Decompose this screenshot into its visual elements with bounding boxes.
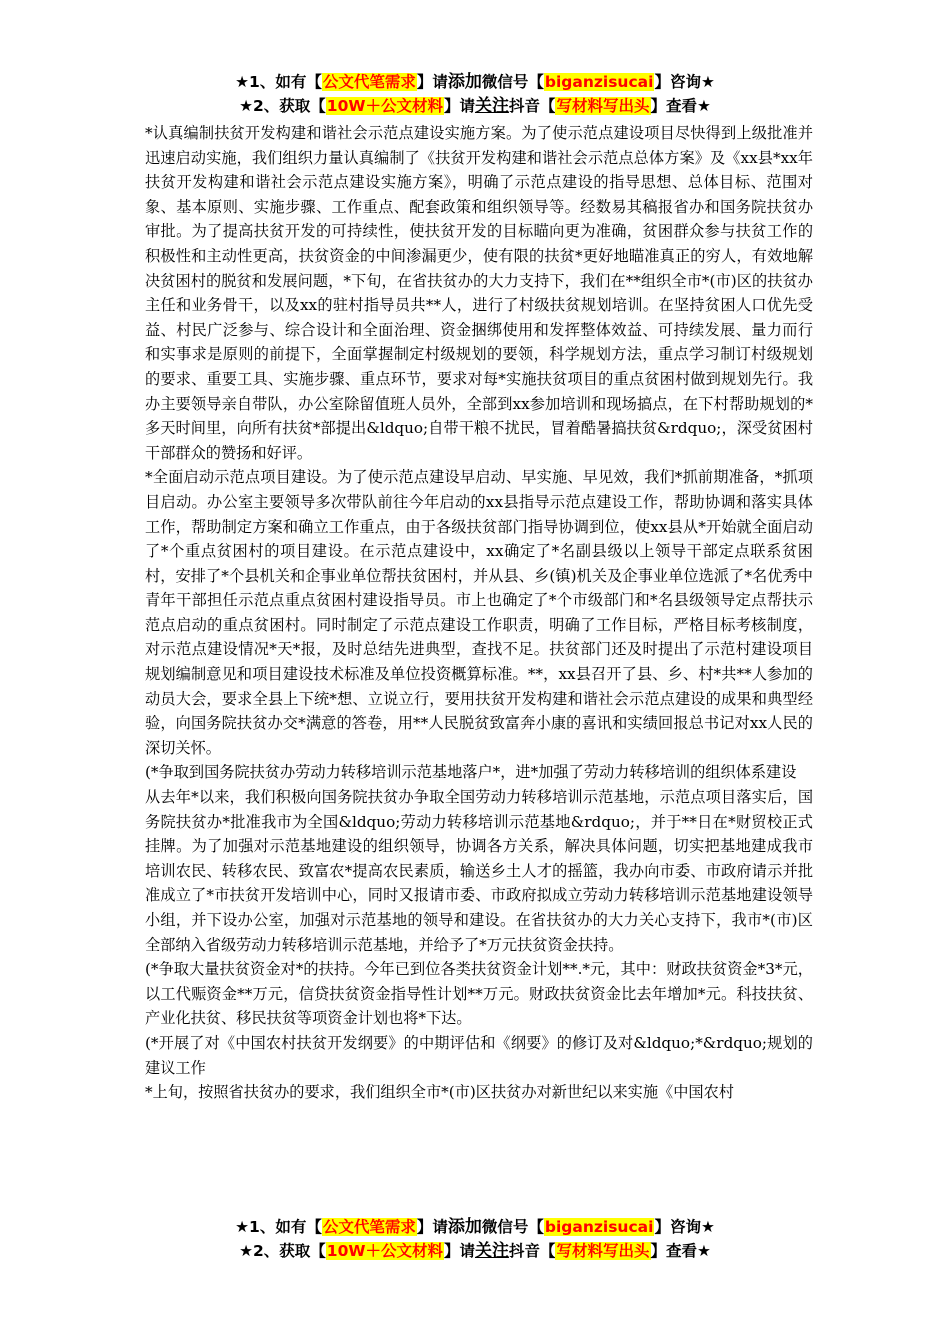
paragraph: (*开展了对《中国农村扶贫开发纲要》的中期评估和《纲要》的修订及对&ldquo;*&rdquo;规划的建议工作 xyxy=(145,1033,813,1077)
promo-line-2: ★2、获取【10W＋公文材料】请关注抖音【写材料写出头】查看★ xyxy=(239,1241,711,1261)
promo-line-1: ★1、如有【公文代笔需求】请添加微信号【biganzisucai】咨询★ xyxy=(235,72,715,92)
promo-banner-bottom xyxy=(0,1215,950,1263)
paragraph: *上旬，按照省扶贫办的要求，我们组织全市*(市)区扶贫办对新世纪以来实施《中国农村 xyxy=(145,1083,734,1102)
promo-highlight: 10W＋公文材料 xyxy=(326,97,443,115)
paragraph: 从去年*以来，我们积极向国务院扶贫办争取全国劳动力转移培训示范基地，示范点项目落实后，国务院扶贫办*批准我市为全国&ldquo;劳动力转移培训示范基地&rdquo;，并于**日在*财贸校正式挂牌。为了加强对示范基地建设的组织领导，协调各方关系，解决具体问题，切实把基地建成我市培训农民、转移农民、致富农*提高农民素质，输送乡土人才的摇篮，我办向市委、市政府请示并批准成立了*市扶贫开发培训中心，同时又报请市委、市政府拟成立劳动力转移培训示范基地建设领导小组，并下设办公室，加强对示范基地的领导和建设。在省扶贫办的大力关心支持下，我市*(市)区全部纳入省级劳动力转移培训示范基地，并给予了*万元扶贫资金扶持。 xyxy=(145,788,813,954)
promo-highlight: 10W＋公文材料 xyxy=(326,1242,443,1260)
paragraph: (*争取大量扶贫资金对*的扶持。今年已到位各类扶贫资金计划**.*元，其中：财政扶贫资金*3*元，以工代赈资金**万元，信贷扶贫资金指导性计划**万元。财政扶贫资金比去年增加*元。科技扶贫、产业化扶贫、移民扶贫等项资金计划也将*下达。 xyxy=(145,960,813,1028)
paragraph: (*争取到国务院扶贫办劳动力转移培训示范基地落户*，进*加强了劳动力转移培训的组织体系建设 xyxy=(145,763,797,782)
paragraph: *认真编制扶贫开发构建和谐社会示范点建设实施方案。为了使示范点建设项目尽快得到上级批准并迅速启动实施，我们组织力量认真编制了《扶贫开发构建和谐社会示范点总体方案》及《xx县*xx年扶贫开发构建和谐社会示范点建设实施方案》，明确了示范点建设的指导思想、总体目标、范围对象、基本原则、实施步骤、工作重点、配套政策和组织领导等。经数易其稿报省办和国务院扶贫办审批。为了提高扶贫开发的可持续性，使扶贫开发的目标瞄向更为准确，贫困群众参与扶贫工作的积极性和主动性更高，扶贫资金的中间渗漏更少，使有限的扶贫*更好地瞄准真正的穷人，有效地解决贫困村的脱贫和发展问题，*下旬，在省扶贫办的大力支持下，我们在**组织全市*(市)区的扶贫办主任和业务骨干，以及xx的驻村指导员共**人，进行了村级扶贫规划培训。在坚持贫困人口优先受益、村民广泛参与、综合设计和全面治理、资金捆绑使用和发挥整体效益、可持续发展、量力而行和实事求是原则的前提下，全面掌握制定村级规划的要领，科学规划方法，重点学习制订村级规划的要求、重要工具、实施步骤、重点环节，要求对每*实施扶贫项目的重点贫困村做到规划先行。我办主要领导亲自带队，办公室除留值班人员外，全部到xx参加培训和现场搞点，在下村帮助规划的*多天时间里，向所有扶贫*部提出&ldquo;自带干粮不扰民，冒着酷暑搞扶贫&rdquo;，深受贫困村干部群众的赞扬和好评。 xyxy=(145,124,813,462)
promo-highlight: 公文代笔需求 xyxy=(322,73,416,91)
promo-highlight: biganzisucai xyxy=(544,1218,654,1236)
promo-highlight: 写材料写出头 xyxy=(556,97,650,115)
document-body xyxy=(145,121,813,1105)
promo-highlight: 写材料写出头 xyxy=(556,1242,650,1260)
promo-line-2: ★2、获取【10W＋公文材料】请关注抖音【写材料写出头】查看★ xyxy=(239,96,711,116)
promo-line-1: ★1、如有【公文代笔需求】请添加微信号【biganzisucai】咨询★ xyxy=(235,1217,715,1237)
promo-banner-top xyxy=(0,70,950,118)
paragraph: *全面启动示范点项目建设。为了使示范点建设早启动、早实施、早见效，我们*抓前期准备，*抓项目启动。办公室主要领导多次带队前往今年启动的xx县指导示范点建设工作，帮助协调和落实具体工作，帮助制定方案和确立工作重点，由于各级扶贫部门指导协调到位，使xx县从*开始就全面启动了*个重点贫困村的项目建设。在示范点建设中，xx确定了*名副县级以上领导干部定点联系贫困村，安排了*个县机关和企事业单位帮扶贫困村，并从县、乡(镇)机关及企事业单位选派了*名优秀中青年干部担任示范点重点贫困村建设指导员。市上也确定了*个市级部门和*名县级领导定点帮扶示范点启动的重点贫困村。同时制定了示范点建设工作职责，明确了工作目标，严格目标考核制度，对示范点建设情况*天*报，及时总结先进典型，查找不足。扶贫部门还及时提出了示范村建设项目规划编制意见和项目建设技术标准及单位投资概算标准。**，xx县召开了县、乡、村*共**人参加的动员大会，要求全县上下统*想、立说立行，要用扶贫开发构建和谐社会示范点建设的成果和典型经验，向国务院扶贫办交*满意的答卷，用**人民脱贫致富奔小康的喜讯和实绩回报总书记对xx人民的深切关怀。 xyxy=(145,468,814,757)
promo-highlight: biganzisucai xyxy=(544,73,654,91)
promo-highlight: 公文代笔需求 xyxy=(322,1218,416,1236)
